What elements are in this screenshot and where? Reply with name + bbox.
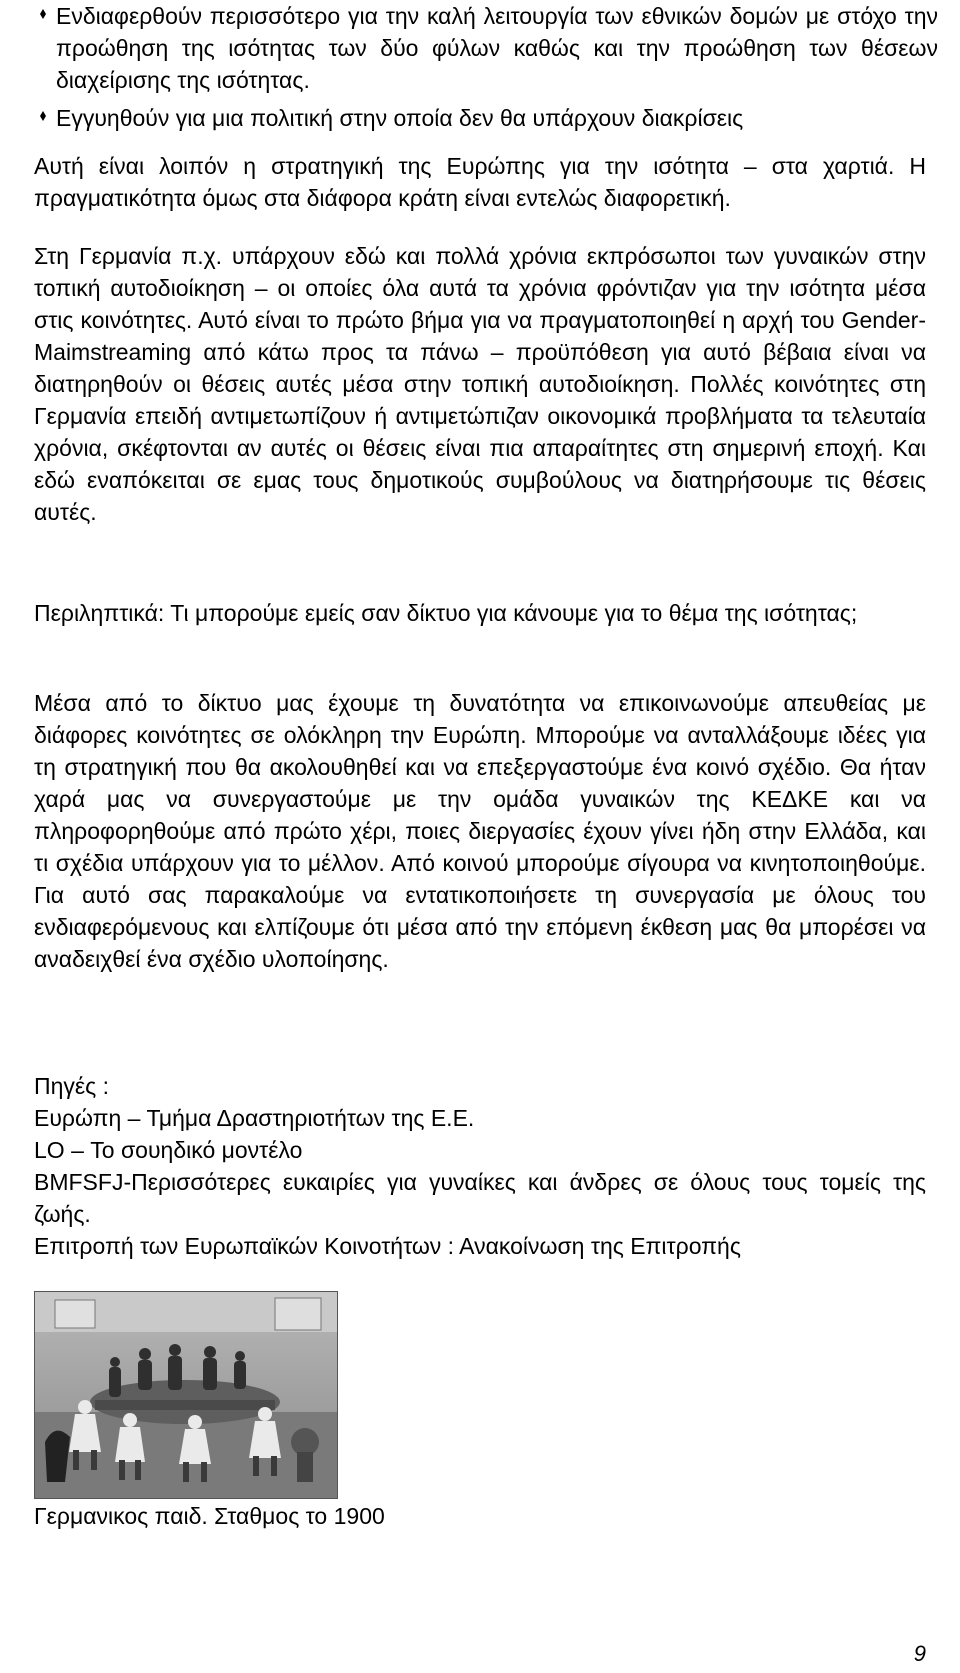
bullet-text: Ενδιαφερθούν περισσότερο για την καλή λειτουργία των εθνικών δομών με στόχο την προώθηση της ισότητας των δύο φύλων καθώς και την προώθηση των θέσεων διαχείρισης της ισότητας.	[56, 3, 938, 93]
paragraph-summary: Περιληπτικά: Τι μπορούμε εμείς σαν δίκτυο για κάνουμε για το θέμα της ισότητας;	[34, 600, 858, 626]
paragraph-germany: Στη Γερμανία π.χ. υπάρχουν εδώ και πολλά χρόνια εκπρόσωποι των γυναικών στην τοπική αυτοδιοίκηση – οι οποίες όλα αυτά τα χρόνια φρόντιζαν για την ισότητα μέσα στις κοινότητες. Αυτό είναι το πρώτο βήμα για να πραγματοποιηθεί η αρχή του Gender-Maimstreaming από κάτω προς τα πάνω – προϋπόθεση για αυτό βέβαια είναι να διατηρηθούν οι θέσεις αυτές μέσα στην τοπική αυτοδιοίκηση. Πολλές κοινότητες στη Γερμανία επειδή αντιμετωπίζουν ή αντιμετώπιζαν οικονομικά προβλήματα τα τελευταία χρόνια, σκέφτονται αν αυτές οι θέσεις είναι πια απαραίτητες στη σημερινή εποχή. Και εδώ εναπόκειται σε εμας τους δημοτικούς συμβούλους να διατηρήσουμε τις θέσεις αυτές.	[34, 243, 926, 525]
bullet-text: Εγγυηθούν για μια πολιτική στην οποία δεν θα υπάρχουν διακρίσεις	[56, 105, 744, 131]
source-item: LO – Το σουηδικό μοντέλο	[34, 1137, 303, 1163]
paragraph-strategy: Αυτή είναι λοιπόν η στρατηγική της Ευρώπης για την ισότητα – στα χαρτιά. Η πραγματικότητα όμως στα διάφορα κράτη είναι εντελώς διαφορετική.	[34, 153, 926, 211]
source-item: Ευρώπη – Τμήμα Δραστηριοτήτων της Ε.Ε.	[34, 1105, 475, 1131]
source-item: Επιτροπή των Ευρωπαϊκών Κοινοτήτων : Ανακοίνωση της Επιτροπής	[34, 1233, 741, 1259]
diamond-bullet-icon	[38, 9, 48, 19]
paragraph-network: Μέσα από το δίκτυο μας έχουμε τη δυνατότητα να επικοινωνούμε απευθείας με διάφορες κοινότητες σε ολόκληρη την Ευρώπη. Μπορούμε να ανταλλάξουμε ιδέες για τη στρατηγική που θα ακολουθηθεί και να επεξεργαστούμε ένα κοινό σχέδιο. Θα ήταν χαρά μας να συνεργαστούμε με την ομάδα γυναικών της ΚΕΔΚΕ και να πληροφορηθούμε από πρώτο χέρι, ποιες διεργασίες έχουν γίνει ήδη στην Ελλάδα, και τι σχέδια υπάρχουν για το μέλλον. Από κοινού μπορούμε σίγουρα να κινητοποιηθούμε. Για αυτό σας παρακαλούμε να εντατικοποιήσετε τη συνεργασία με όλους του ενδιαφερόμενους και ελπίζουμε ότι μέσα από την επόμενη έκθεση μας θα μπορέσει να αναδειχθεί ένα σχέδιο υλοποίησης.	[34, 690, 926, 972]
bullet-item-2	[44, 102, 938, 134]
diamond-bullet-icon	[38, 111, 48, 121]
sources-heading: Πηγές :	[34, 1073, 110, 1099]
kindergarten-photo	[34, 1291, 338, 1499]
photo-caption: Γερμανικος παιδ. Σταθμος το 1900	[34, 1503, 385, 1529]
sources-section	[34, 1070, 926, 1262]
page-number: 9	[913, 1641, 926, 1666]
bullet-item-1	[44, 0, 938, 96]
source-item: BMFSFJ-Περισσότερες ευκαιρίες για γυναίκες και άνδρες σε όλους τους τομείς της ζωής.	[34, 1169, 926, 1227]
